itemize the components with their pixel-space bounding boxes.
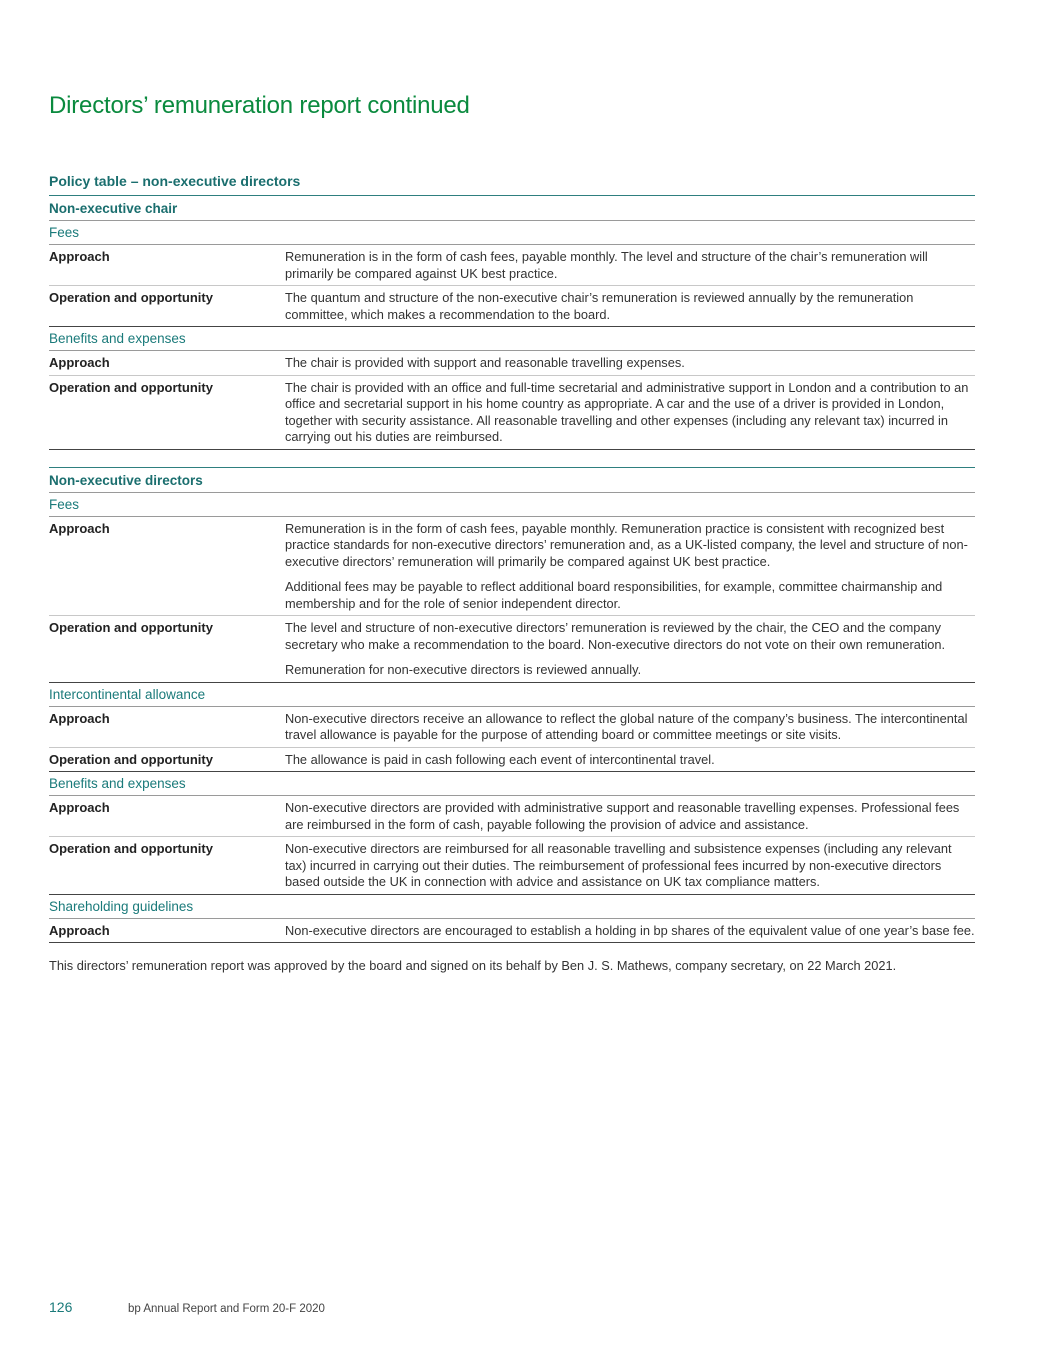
group-title: Benefits and expenses	[49, 772, 975, 796]
row-text	[285, 620, 975, 679]
policy-sections	[49, 196, 975, 943]
row-label: Operation and opportunity	[49, 841, 213, 856]
row-label: Operation and opportunity	[49, 620, 213, 635]
group-title: Intercontinental allowance	[49, 683, 975, 707]
row-text	[285, 923, 975, 940]
row-paragraph: The level and structure of non-executive directors’ remuneration is reviewed by the chair, the CEO and the company secretary who make a recommendation to the board. Non-executive directors do not vote on their own remuneration.	[285, 620, 946, 652]
table-row	[49, 517, 975, 617]
section-title: Non-executive chair	[49, 196, 975, 221]
row-paragraph: Remuneration is in the form of cash fees, payable monthly. The level and structure of the chair’s remuneration will primarily be compared against UK best practice.	[285, 249, 928, 281]
row-text	[285, 752, 975, 769]
row-paragraph: The quantum and structure of the non-executive chair’s remuneration is reviewed annually by the remuneration committee, which makes a recommendation to the board.	[285, 290, 914, 322]
page-footer	[49, 1299, 325, 1315]
group-title: Benefits and expenses	[49, 327, 975, 351]
row-text	[285, 380, 975, 446]
report-name: bp Annual Report and Form 20-F 2020	[128, 1303, 325, 1315]
page-title	[49, 92, 470, 120]
group-title: Fees	[49, 221, 975, 245]
approval-note: This directors’ remuneration report was approved by the board and signed on its behalf by Ben J. S. Mathews, company secretary, on 22 March 2021.	[49, 958, 897, 973]
row-text	[285, 841, 975, 891]
group-title: Fees	[49, 493, 975, 517]
row-text	[285, 290, 975, 323]
row-label: Operation and opportunity	[49, 290, 213, 305]
table-row	[49, 351, 975, 376]
row-text	[285, 711, 975, 744]
row-label: Approach	[49, 355, 110, 370]
policy-table-heading: Policy table – non-executive directors	[49, 173, 975, 196]
row-paragraph: Non-executive directors are provided with administrative support and reasonable travelling expenses. Professional fees are reimbursed in the form of cash, payable following the provision of advice and assistance.	[285, 800, 960, 832]
table-row	[49, 919, 975, 944]
table-row	[49, 837, 975, 895]
row-text	[285, 355, 975, 372]
table-row	[49, 748, 975, 773]
row-paragraph: Non-executive directors are reimbursed for all reasonable travelling and subsistence expenses (including any relevant tax) incurred in carrying out their duties. The reimbursement of professional fees incurred by non-executive directors based outside the UK in connection with advice and assistance on UK tax compliance matters.	[285, 841, 952, 889]
row-label: Approach	[49, 710, 110, 726]
row-paragraph: Non-executive directors receive an allowance to reflect the global nature of the company’s business. The intercontinental travel allowance is payable for the purpose of attending board or committee meetings or site visits.	[285, 710, 968, 742]
row-label: Operation and opportunity	[49, 379, 213, 395]
row-paragraph: The chair is provided with support and reasonable travelling expenses.	[285, 355, 685, 370]
table-row	[49, 796, 975, 837]
table-row	[49, 286, 975, 327]
table-row	[49, 707, 975, 748]
table-row	[49, 616, 975, 683]
row-paragraph: Non-executive directors are encouraged to establish a holding in bp shares of the equivalent value of one year’s base fee.	[285, 922, 975, 938]
row-paragraph: Remuneration for non-executive directors is reviewed annually.	[285, 662, 642, 677]
row-text	[285, 249, 975, 282]
group-title: Shareholding guidelines	[49, 895, 975, 919]
row-label: Approach	[49, 800, 110, 815]
row-paragraph: Remuneration is in the form of cash fees, payable monthly. Remuneration practice is consistent with recognized best practice standards for non-executive directors’ remuneration and, as a UK-listed company, the level and structure of non-executive directors’ remuneration will primarily be compared against UK best practice.	[285, 520, 968, 569]
row-label: Operation and opportunity	[49, 751, 213, 767]
row-label: Approach	[49, 520, 110, 536]
row-paragraph: The allowance is paid in cash following each event of intercontinental travel.	[285, 751, 715, 767]
table-row	[49, 245, 975, 286]
row-paragraph: Additional fees may be payable to reflect additional board responsibilities, for example, committee chairmanship and membership and for the role of senior independent director.	[285, 579, 943, 611]
row-text	[285, 800, 975, 833]
policy-table	[49, 173, 975, 975]
page-title-main: Directors’ remuneration report	[49, 92, 361, 119]
row-text	[285, 521, 975, 613]
table-row	[49, 376, 975, 450]
section-title: Non-executive directors	[49, 468, 975, 493]
row-label: Approach	[49, 249, 110, 264]
page-title-suffix: continued	[360, 92, 470, 119]
row-paragraph: The chair is provided with an office and full-time secretarial and administrative support in London and a contribution to an office and secretarial support in his home country as appropriate. A car and the use of a driver is provided in London, together with security assistance. All reasonable travelling and other expenses (including any relevant tax) incurred in carrying out his duties are reimbursed.	[285, 379, 969, 444]
policy-section	[49, 196, 975, 450]
policy-section	[49, 467, 975, 944]
page-number: 126	[49, 1299, 73, 1315]
row-label: Approach	[49, 922, 110, 938]
